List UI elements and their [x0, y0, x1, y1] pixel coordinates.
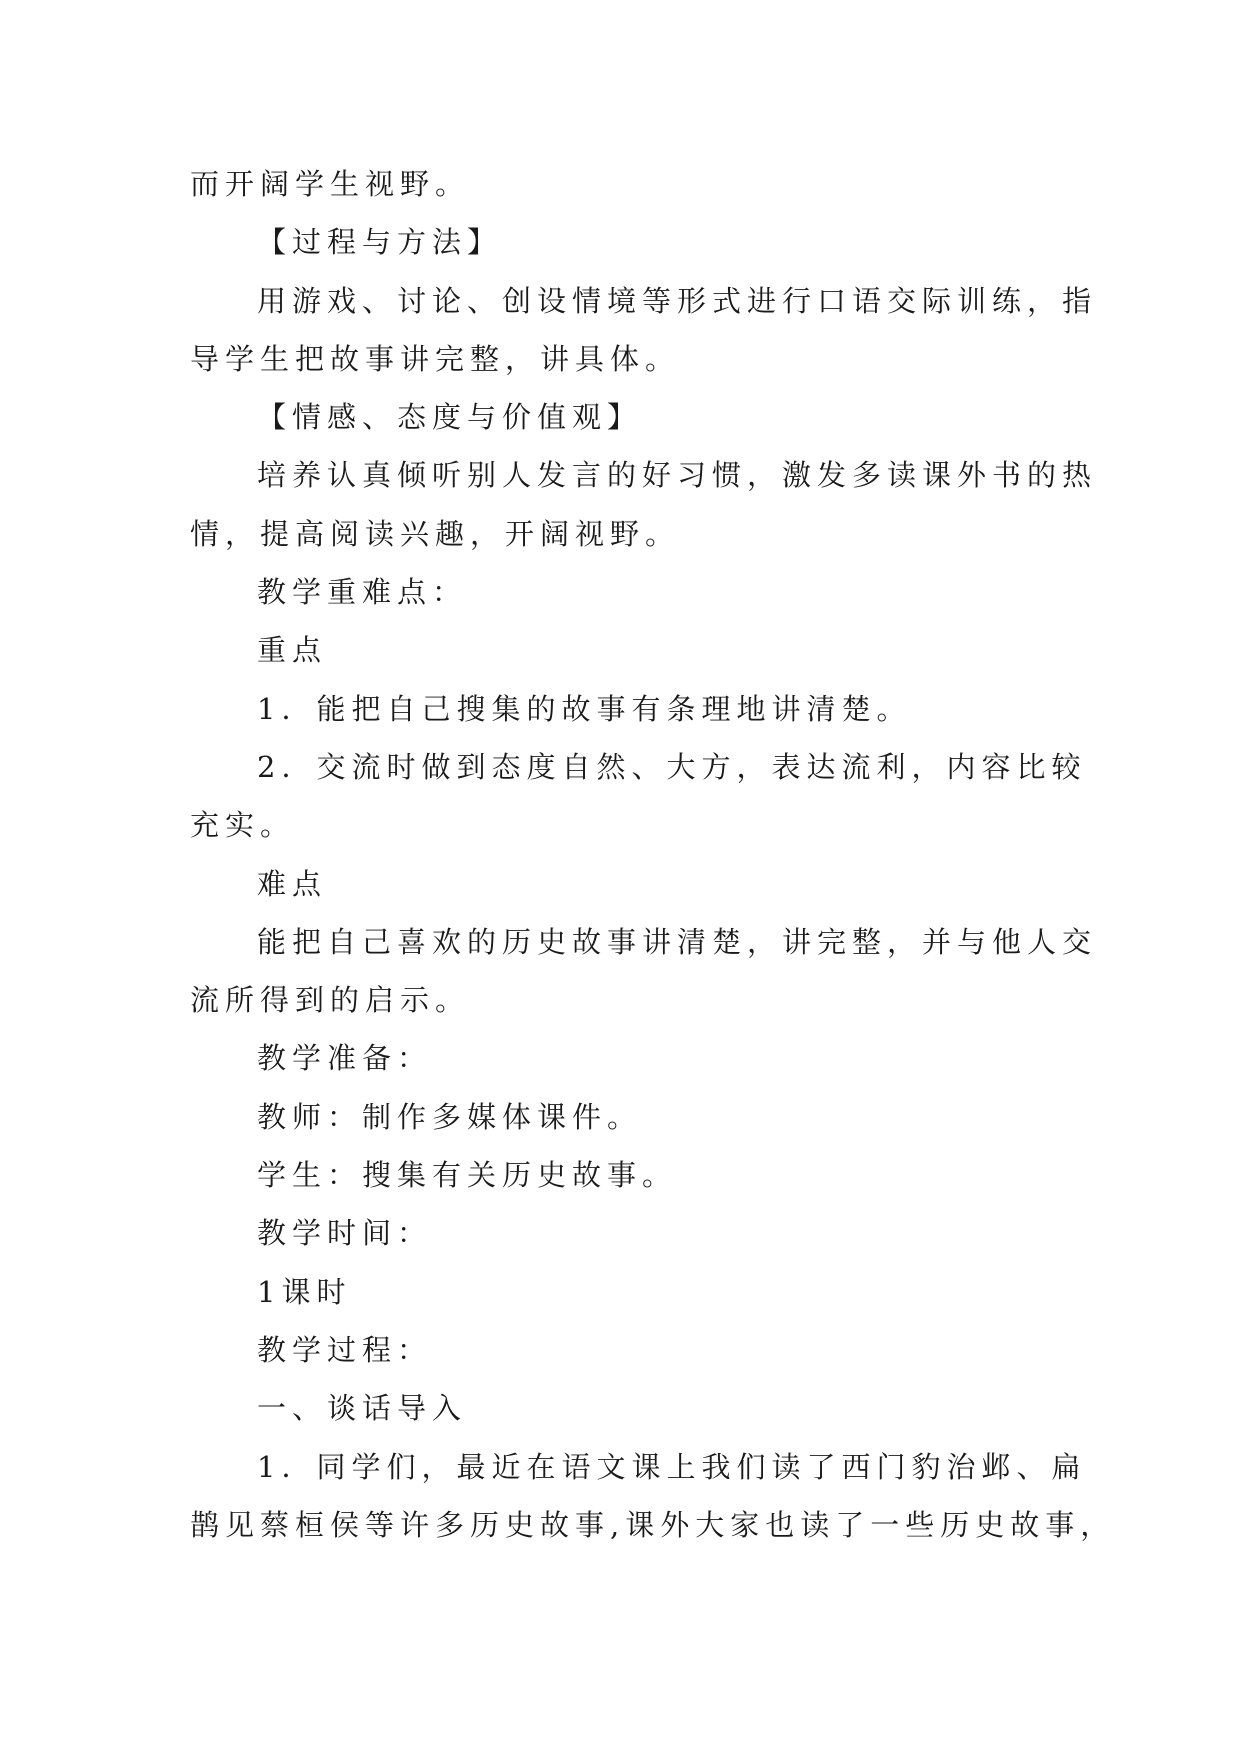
- text-line: 教师：制作多媒体课件。: [257, 1099, 643, 1134]
- text-line: 用游戏、讨论、创设情境等形式进行口语交际训练，指: [257, 283, 1098, 318]
- text-line: 教学过程：: [257, 1332, 433, 1367]
- text-line: 2．交流时做到态度自然、大方，表达流利，内容比较: [257, 749, 1087, 784]
- text-line: 1课时: [257, 1274, 352, 1309]
- text-line: 教学重难点：: [257, 575, 468, 610]
- text-line: 教学时间：: [257, 1216, 433, 1251]
- text-line: 情，提高阅读兴趣，开阔视野。: [190, 516, 681, 551]
- text-line: 而开阔学生视野。: [190, 167, 471, 201]
- text-line: 【情感、态度与价值观】: [257, 400, 643, 435]
- text-line: 一、谈话导入: [257, 1391, 468, 1426]
- text-line: 学生：搜集有关历史故事。: [257, 1158, 678, 1193]
- text-line: 难点: [257, 866, 328, 901]
- text-line: 培养认真倾听别人发言的好习惯，激发多读课外书的热: [257, 458, 1098, 493]
- text-line: 能把自己喜欢的历史故事讲清楚，讲完整，并与他人交: [257, 924, 1098, 959]
- text-line: 充实。: [190, 808, 296, 843]
- text-line: 流所得到的启示。: [190, 983, 471, 1018]
- text-line: 1．能把自己搜集的故事有条理地讲清楚。: [257, 691, 912, 726]
- text-line: 鹊见蔡桓侯等许多历史故事,课外大家也读了一些历史故事，: [190, 1507, 1116, 1542]
- text-line: 重点: [257, 633, 328, 668]
- text-line: 导学生把故事讲完整，讲具体。: [190, 341, 681, 376]
- text-line: 教学准备：: [257, 1041, 433, 1076]
- text-line: 【过程与方法】: [257, 225, 503, 260]
- document-body: [190, 155, 1116, 1554]
- text-line: 1．同学们，最近在语文课上我们读了西门豹治邺、扁: [257, 1449, 1087, 1484]
